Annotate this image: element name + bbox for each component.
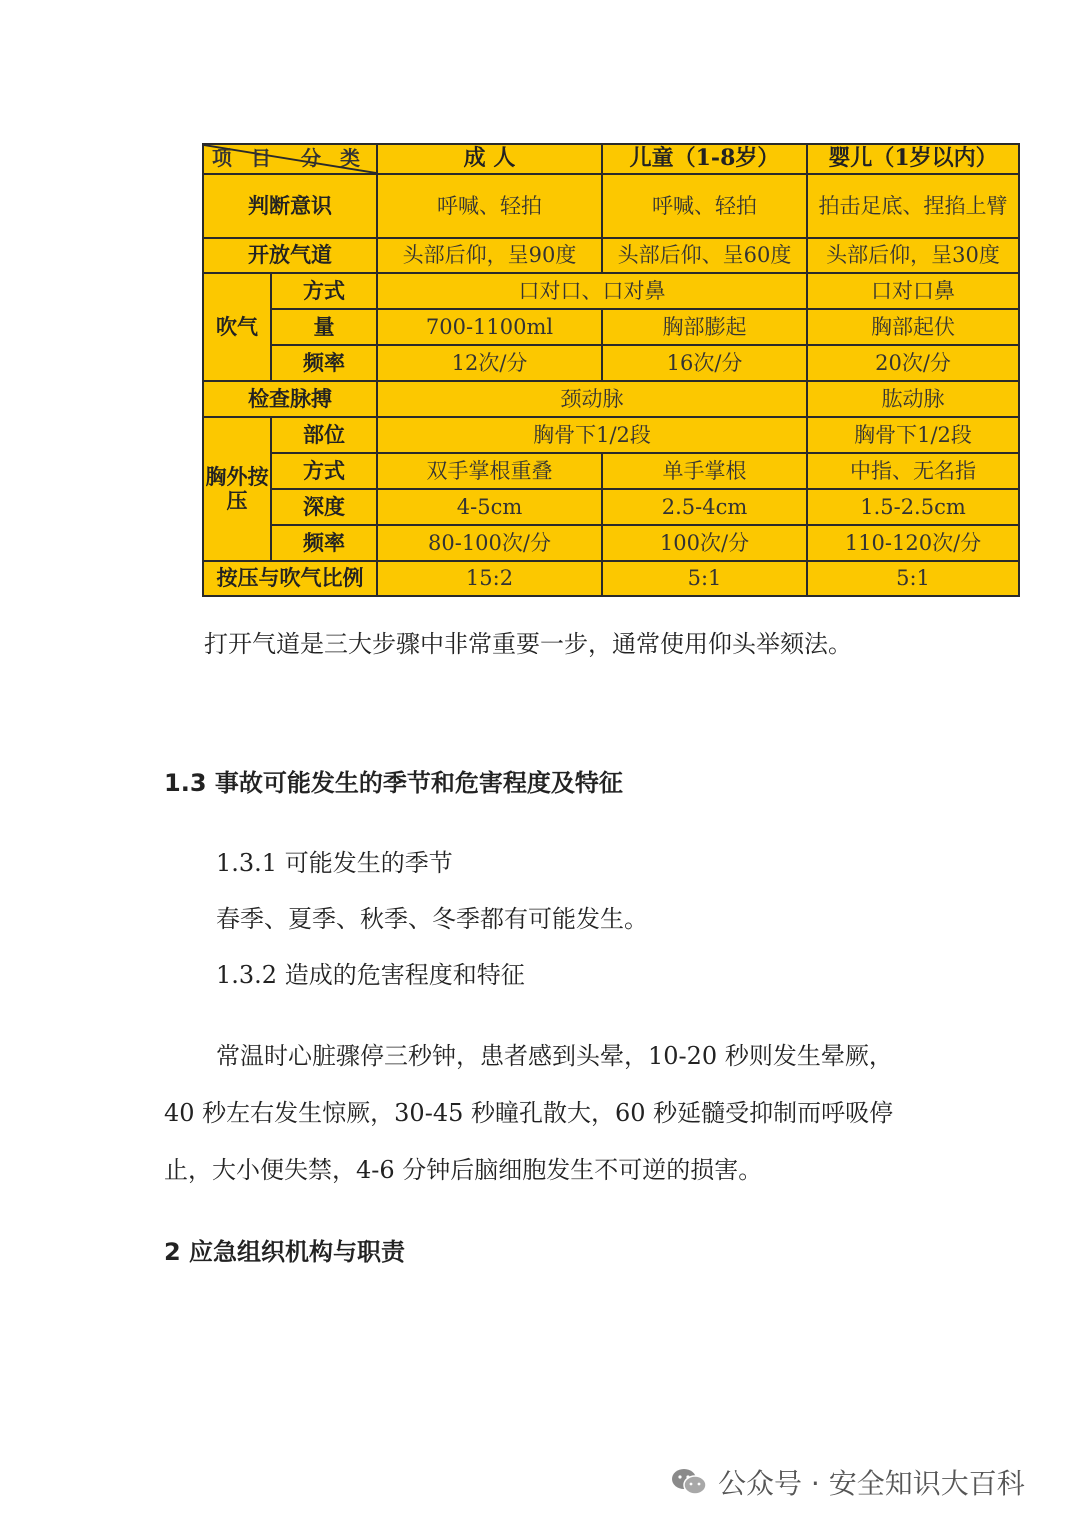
cell-compress-method-infant: 中指、无名指 <box>807 453 1019 489</box>
cell-breath-volume-child: 胸部膨起 <box>602 309 807 345</box>
corner-item-label: 项 目 <box>212 146 277 170</box>
cell-breath-volume-adult: 700-1100ml <box>377 309 602 345</box>
cell-ratio-child: 5:1 <box>602 561 807 596</box>
cell-consciousness-infant: 拍击足底、捏掐上臂 <box>807 174 1019 238</box>
cell-ratio-infant: 5:1 <box>807 561 1019 596</box>
cell-compress-depth-child: 2.5-4cm <box>602 489 807 525</box>
cell-pulse-infant: 肱动脉 <box>807 381 1019 417</box>
group-label-compress: 胸外按压 <box>203 417 271 561</box>
table-corner-cell <box>203 144 377 174</box>
wechat-icon <box>670 1467 708 1497</box>
cell-breath-method-adult-child: 口对口、口对鼻 <box>377 273 807 309</box>
col-header-infant: 婴儿（1岁以内） <box>807 144 1019 174</box>
cell-breath-rate-adult: 12次/分 <box>377 345 602 381</box>
cell-airway-adult: 头部后仰，呈90度 <box>377 238 602 273</box>
footer-account <box>670 1462 1025 1502</box>
cell-consciousness-child: 呼喊、轻拍 <box>602 174 807 238</box>
col-header-child: 儿童（1-8岁） <box>602 144 807 174</box>
cell-compress-site-infant: 胸骨下1/2段 <box>807 417 1019 453</box>
cell-compress-depth-adult: 4-5cm <box>377 489 602 525</box>
row-label-ratio: 按压与吹气比例 <box>203 561 377 596</box>
row-label-airway: 开放气道 <box>203 238 377 273</box>
cell-compress-method-child: 单手掌根 <box>602 453 807 489</box>
heading-2: 2 应急组织机构与职责 <box>164 1238 406 1266</box>
row-label-pulse: 检查脉搏 <box>203 381 377 417</box>
heading-1-3: 1.3 事故可能发生的季节和危害程度及特征 <box>164 769 623 797</box>
cell-compress-method-adult: 双手掌根重叠 <box>377 453 602 489</box>
para-harm-line1: 常温时心脏骤停三秒钟，患者感到头晕，10-20 秒则发生晕厥， <box>216 1042 893 1070</box>
cell-ratio-adult: 15:2 <box>377 561 602 596</box>
para-seasons: 春季、夏季、秋季、冬季都有可能发生。 <box>216 905 648 933</box>
footer-text: 公众号 · 安全知识大百科 <box>718 1467 1025 1500</box>
cell-airway-infant: 头部后仰，呈30度 <box>807 238 1019 273</box>
heading-1-3-2: 1.3.2 造成的危害程度和特征 <box>216 961 525 989</box>
cell-breath-method-infant: 口对口鼻 <box>807 273 1019 309</box>
row-label-compress-site: 部位 <box>271 417 377 453</box>
cpr-table <box>202 143 1020 597</box>
para-harm-line2: 40 秒左右发生惊厥，30-45 秒瞳孔散大，60 秒延髓受抑制而呼吸停 <box>164 1099 894 1127</box>
para-harm-line3: 止，大小便失禁，4-6 分钟后脑细胞发生不可逆的损害。 <box>164 1156 763 1184</box>
cell-consciousness-adult: 呼喊、轻拍 <box>377 174 602 238</box>
group-label-breath: 吹气 <box>203 273 271 381</box>
row-label-compress-depth: 深度 <box>271 489 377 525</box>
row-label-compress-method: 方式 <box>271 453 377 489</box>
heading-1-3-1: 1.3.1 可能发生的季节 <box>216 849 453 877</box>
col-header-adult: 成 人 <box>377 144 602 174</box>
row-label-compress-rate: 频率 <box>271 525 377 561</box>
cell-compress-rate-infant: 110-120次/分 <box>807 525 1019 561</box>
cell-breath-volume-infant: 胸部起伏 <box>807 309 1019 345</box>
cell-airway-child: 头部后仰、呈60度 <box>602 238 807 273</box>
cell-breath-rate-infant: 20次/分 <box>807 345 1019 381</box>
corner-category-label: 分 类 <box>301 146 366 170</box>
cell-compress-depth-infant: 1.5-2.5cm <box>807 489 1019 525</box>
para-airway: 打开气道是三大步骤中非常重要一步，通常使用仰头举颏法。 <box>204 630 852 658</box>
cell-breath-rate-child: 16次/分 <box>602 345 807 381</box>
row-label-breath-volume: 量 <box>271 309 377 345</box>
row-label-breath-rate: 频率 <box>271 345 377 381</box>
cell-pulse-adult-child: 颈动脉 <box>377 381 807 417</box>
row-label-consciousness: 判断意识 <box>203 174 377 238</box>
cell-compress-rate-child: 100次/分 <box>602 525 807 561</box>
cell-compress-site-adult-child: 胸骨下1/2段 <box>377 417 807 453</box>
row-label-breath-method: 方式 <box>271 273 377 309</box>
cell-compress-rate-adult: 80-100次/分 <box>377 525 602 561</box>
